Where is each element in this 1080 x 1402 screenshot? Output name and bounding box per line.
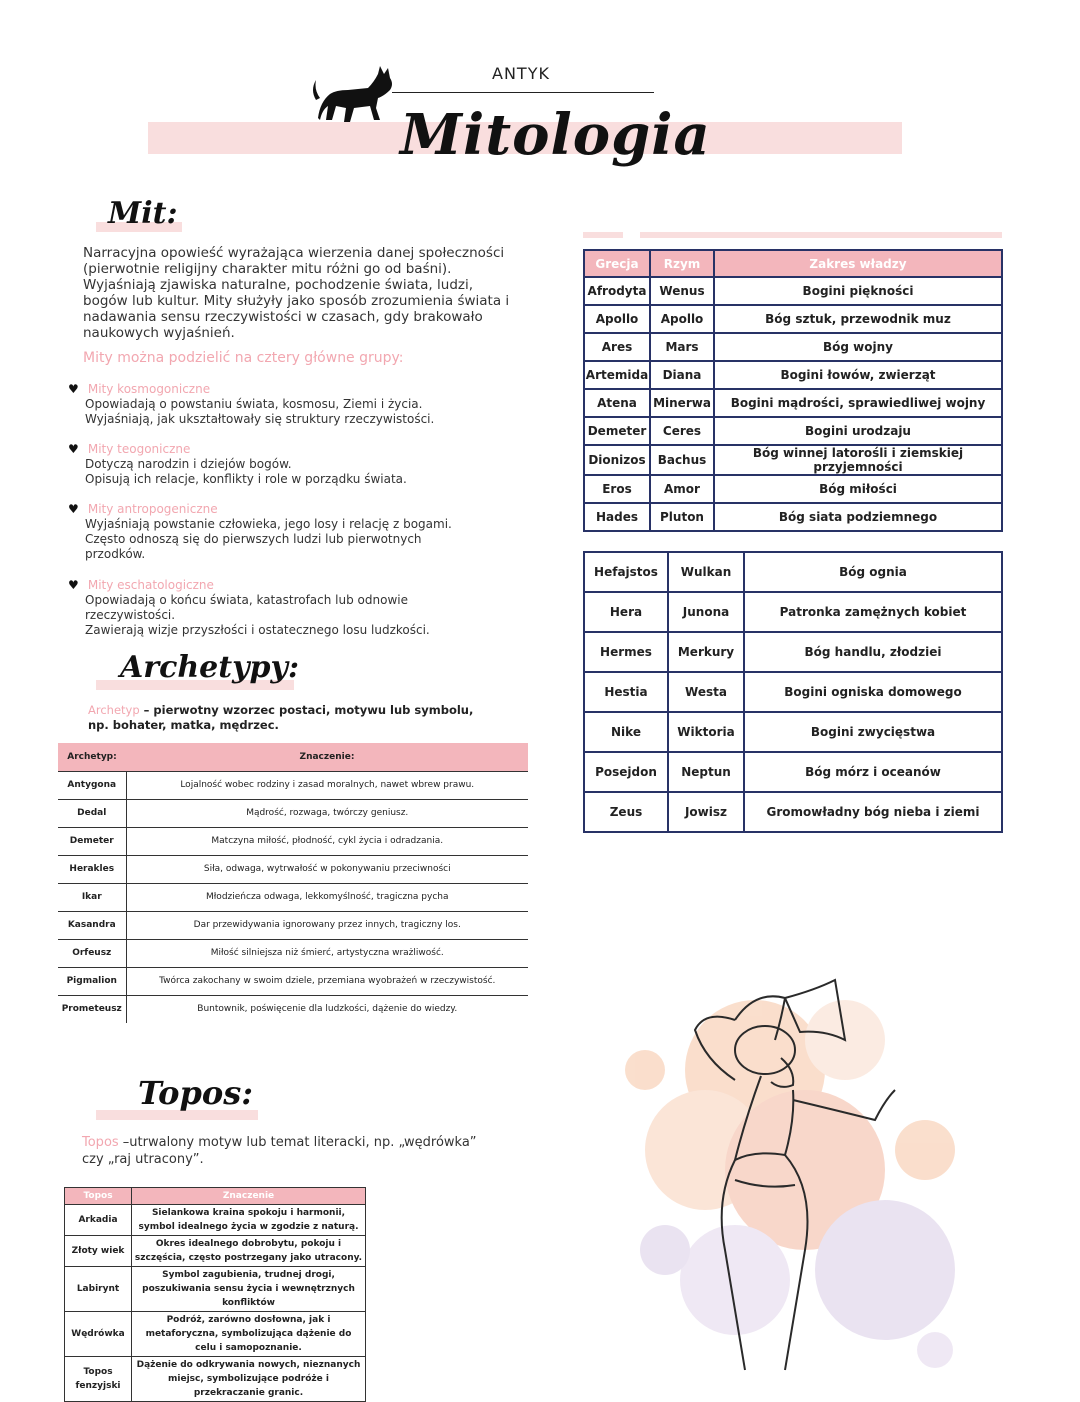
gods-deco-2: [640, 232, 1002, 238]
heart-icon: ♥: [68, 442, 79, 456]
gods-table-1: Grecja Rzym Zakres władzy Afrodyta Wenus Bogini piękności Apollo Apollo Bóg sztuk, przewodnik muz Ares Mars Bóg wojny Artemida Diana Bogini łowów, zwierząt Atena Minerwa Bogini mądrości, sprawiedliwej wojny Demeter Ceres Bogini urodzaju Dionizos Bachus Bóg winnej latorośli i ziemskiej przyjemności Eros Amor Bóg miłości Hades Pluton Bóg siata podziemnego: [583, 249, 1003, 532]
table-row: Atena Minerwa Bogini mądrości, sprawiedliwej wojny: [584, 389, 1002, 417]
table-row: Herakles Siła, odwaga, wytrwałość w pokonywaniu przeciwności: [58, 855, 528, 883]
table-row: Posejdon Neptun Bóg mórz i oceanów: [584, 752, 1002, 792]
table-row: Prometeusz Buntownik, poświęcenie dla ludzkości, dążenie do wiedzy.: [58, 995, 528, 1023]
heart-icon: ♥: [68, 502, 79, 516]
table-row: Ares Mars Bóg wojny: [584, 333, 1002, 361]
table-row: Arkadia Sielankowa kraina spokoju i harmonii, symbol idealnego życia w zgodzie z naturą.: [65, 1205, 366, 1236]
table-row: Antygona Lojalność wobec rodziny i zasad moralnych, nawet wbrew prawu.: [58, 771, 528, 799]
table-row: Wędrówka Podróż, zarówno dosłowna, jak i metaforyczna, symbolizująca dążenie do celu i samopoznanie.: [65, 1312, 366, 1357]
table-row: Apollo Apollo Bóg sztuk, przewodnik muz: [584, 305, 1002, 333]
group-antropo: ♥ Mity antropogeniczne Wyjaśniają powstanie człowieka, jego losy i relację z bogami. Często odnoszą się do pierwszych ludzi lub pierwotnych przodków.: [68, 502, 452, 561]
table-row: Topos fenzyjski Dążenie do odkrywania nowych, nieznanych miejsc, symbolizujące podróże i przekraczanie granic.: [65, 1357, 366, 1402]
table-row: Zeus Jowisz Gromowładny bóg nieba i ziemi: [584, 792, 1002, 832]
table-row: Demeter Matczyna miłość, płodność, cykl życia i odradzania.: [58, 827, 528, 855]
topos-table: Topos Znaczenie Arkadia Sielankowa kraina spokoju i harmonii, symbol idealnego życia w zgodzie z naturą. Złoty wiek Okres idealnego dobrobytu, pokoju i szczęścia, często postrzegany jako utracony. Labirynt Symbol zagubienia, trudnej drogi, poszukiwania sensu życia i wewnętrznych konfliktów Wędrówka Podróż, zarówno dosłowna, jak i metaforyczna, symbolizująca dążenie do celu i samopoznanie. Topos fenzyjski Dążenie do odkrywania nowych, nieznanych miejsc, symbolizujące podróże i przekraczanie granic.: [64, 1187, 366, 1402]
archetypes-table: Archetyp: Znaczenie: Antygona Lojalność wobec rodziny i zasad moralnych, nawet wbrew prawu. Dedal Mądrość, rozwaga, twórczy geniusz. Demeter Matczyna miłość, płodność, cykl życia i odradzania. Herakles Siła, odwaga, wytrwałość w pokonywaniu przeciwności Ikar Młodzieńcza odwaga, lekkomyślność, tragiczna pycha Kasandra Dar przewidywania ignorowany przez innych, tragiczny los. Orfeusz Miłość silniejsza niż śmierć, artystyczna wrażliwość. Pigmalion Twórca zakochany w swoim dziele, przemiana wyobrażeń w rzeczywistość. Prometeusz Buntownik, poświęcenie dla ludzkości, dążenie do wiedzy.: [58, 743, 528, 1023]
table-row: Złoty wiek Okres idealnego dobrobytu, pokoju i szczęścia, często postrzegany jako utracony.: [65, 1236, 366, 1267]
mit-heading: Mit:: [108, 196, 178, 231]
group-kosmo: ♥ Mity kosmogoniczne Opowiadają o powstaniu świata, kosmosu, Ziemi i życia. Wyjaśniają, jak ukształtowały się struktury rzeczywistości.: [68, 382, 435, 426]
table-row: Afrodyta Wenus Bogini piękności: [584, 277, 1002, 305]
header-rule: [392, 92, 654, 93]
table-row: Ikar Młodzieńcza odwaga, lekkomyślność, tragiczna pycha: [58, 883, 528, 911]
table-row: Hera Junona Patronka zamężnych kobiet: [584, 592, 1002, 632]
table-row: Hestia Westa Bogini ogniska domowego: [584, 672, 1002, 712]
topos-heading: Topos:: [138, 1074, 254, 1112]
heart-icon: ♥: [68, 382, 79, 396]
page-title: Mitologia: [400, 102, 711, 168]
table-row: Hermes Merkury Bóg handlu, złodziei: [584, 632, 1002, 672]
group-eschato: ♥ Mity eschatologiczne Opowiadają o końcu świata, katastrofach lub odnowie rzeczywistości. Zawierają wizje przyszłości i ostatecznego losu ludzkości.: [68, 578, 430, 637]
groups-intro: Mity można podzielić na cztery główne grupy:: [83, 350, 404, 366]
table-row: Orfeusz Miłość silniejsza niż śmierć, artystyczna wrażliwość.: [58, 939, 528, 967]
table-row: Pigmalion Twórca zakochany w swoim dziele, przemiana wyobrażeń w rzeczywistość.: [58, 967, 528, 995]
table-row: Artemida Diana Bogini łowów, zwierząt: [584, 361, 1002, 389]
group-teo: ♥ Mity teogoniczne Dotyczą narodzin i dziejów bogów. Opisują ich relacje, konflikty i role w porządku świata.: [68, 442, 407, 486]
table-row: Nike Wiktoria Bogini zwycięstwa: [584, 712, 1002, 752]
archetyp-definition: Archetyp – pierwotny wzorzec postaci, motywu lub symbolu, np. bohater, matka, mędrzec.: [88, 703, 474, 732]
table-row: Kasandra Dar przewidywania ignorowany przez innych, tragiczny los.: [58, 911, 528, 939]
topos-definition: Topos –utrwalony motyw lub temat literacki, np. „wędrówka” czy „raj utracony”.: [82, 1135, 477, 1167]
mit-paragraph: Narracyjna opowieść wyrażająca wierzenia danej społeczności (pierwotnie religijny charakter mitu różni go od baśni). Wyjaśniają zjawiska naturalne, pochodzenie świata, ludzi, bogów lub kultur. Mity służyły jako sposób zrozumienia świata i nadawania sensu rzeczywistości w czasach, gdy brakowało naukowych wyjaśnień.: [83, 245, 510, 341]
table-row: Hefajstos Wulkan Bóg ognia: [584, 552, 1002, 592]
cat-icon: [310, 60, 395, 128]
table-row: Dedal Mądrość, rozwaga, twórczy geniusz.: [58, 799, 528, 827]
table-row: Dionizos Bachus Bóg winnej latorośli i ziemskiej przyjemności: [584, 445, 1002, 475]
heart-icon: ♥: [68, 578, 79, 592]
table-row: Labirynt Symbol zagubienia, trudnej drogi, poszukiwania sensu życia i wewnętrznych konfliktów: [65, 1267, 366, 1312]
table-row: Hades Pluton Bóg siata podziemnego: [584, 503, 1002, 531]
dancer-illustration: [585, 950, 985, 1390]
table-row: Demeter Ceres Bogini urodzaju: [584, 417, 1002, 445]
gods-table-2: [583, 551, 1003, 833]
table-row: Eros Amor Bóg miłości: [584, 475, 1002, 503]
gods-deco-1: [583, 232, 623, 238]
archetypy-heading: Archetypy:: [120, 650, 300, 685]
kicker: ANTYK: [492, 64, 550, 83]
